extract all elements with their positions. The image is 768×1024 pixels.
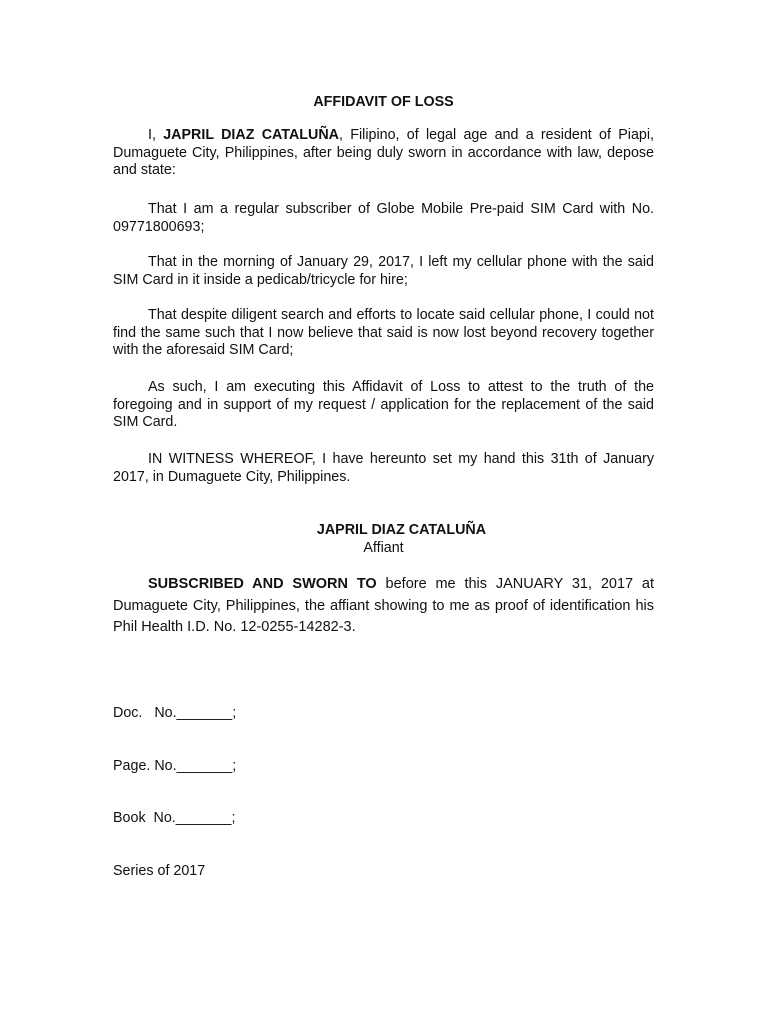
jurat-text: before me this JANUARY 31, 2017 at Dumaguete City, Philippines, the affiant showing to me as proof of identification his Phil Health I.D. No. 12-0255-14282-3. bbox=[113, 576, 654, 635]
notary-register bbox=[113, 670, 236, 915]
paragraph-search bbox=[113, 307, 654, 360]
paragraph-purpose bbox=[113, 379, 654, 432]
declaration-text: , Filipino, of legal age and a resident of Piapi, Dumaguete City, Philippines, after being duly sworn in accordance with law, depose and state: bbox=[113, 127, 654, 178]
paragraph-declaration bbox=[113, 127, 654, 180]
doc-number-line: Doc. No._______; bbox=[113, 705, 237, 721]
paragraph-subscriber bbox=[113, 201, 654, 236]
affiant-name: JAPRIL DIAZ CATALUÑA bbox=[316, 522, 487, 538]
search-text: That despite diligent search and efforts to locate said cellular phone, I could not find the same such that I now believe that said is now lost beyond recovery together with the aforesaid SIM Card; bbox=[113, 307, 654, 358]
series-line: Series of 2017 bbox=[113, 862, 206, 879]
paragraph-jurat bbox=[113, 574, 654, 639]
purpose-text: As such, I am executing this Affidavit of Loss to attest to the truth of the foregoing and in support of my request / application for the replacement of the said SIM Card. bbox=[113, 379, 654, 430]
jurat-heading: SUBSCRIBED AND SWORN TO bbox=[148, 576, 377, 592]
paragraph-witness bbox=[113, 451, 654, 486]
witness-text: IN WITNESS WHEREOF, I have hereunto set my hand this 31th of January 2017, in Dumaguete City, Philippines. bbox=[113, 451, 654, 485]
page-number-line: Page. No._______; bbox=[113, 757, 237, 774]
incident-text: That in the morning of January 29, 2017, I left my cellular phone with the said SIM Card in it inside a pedicab/tricycle for hire; bbox=[113, 254, 654, 288]
declaration-prefix: I, bbox=[148, 127, 164, 143]
book-number-line: Book No._______; bbox=[113, 810, 236, 826]
affiant-label: Affiant bbox=[363, 540, 404, 556]
declarant-name: JAPRIL DIAZ CATALUÑA bbox=[163, 127, 339, 143]
subscriber-text: That I am a regular subscriber of Globe Mobile Pre-paid SIM Card with No. 09771800693; bbox=[113, 201, 654, 235]
document-title: AFFIDAVIT OF LOSS bbox=[313, 94, 454, 110]
paragraph-incident bbox=[113, 254, 654, 289]
